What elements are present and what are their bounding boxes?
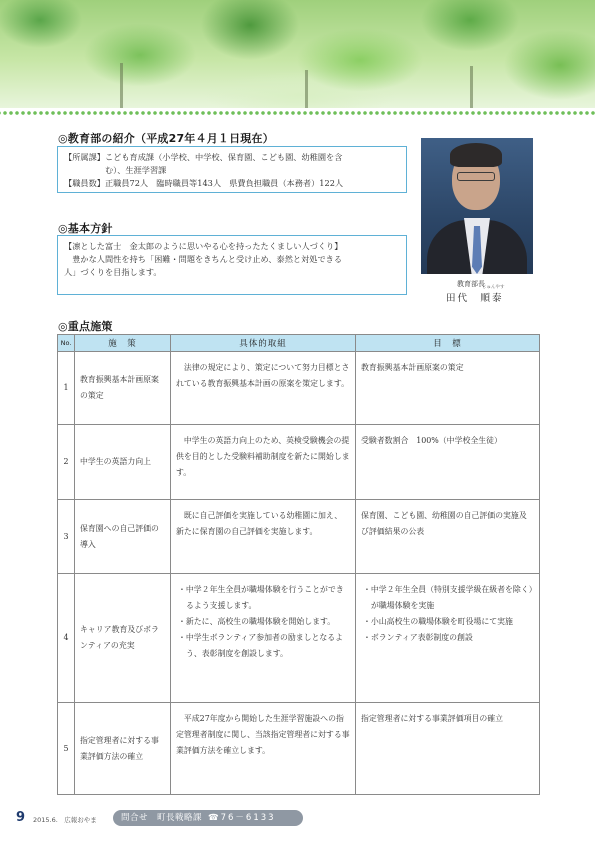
policy-line: 豊かな人間性を持ち「困難・問題をきちんと受け止め、泰然と対処できる [64, 254, 343, 264]
table-row [58, 425, 540, 500]
tree-trunk [120, 63, 123, 108]
action-bullet: ・中学２年生全員が職場体験を行うことができるよう支援します。 [178, 585, 344, 610]
contact-label: 問合せ 町長戦略課 [121, 813, 203, 823]
row-policy: 保育園への自己評価の導入 [75, 500, 171, 574]
row-no: 5 [58, 703, 75, 795]
table-header-row [58, 335, 540, 352]
intro-line: む）、生涯学習課 [64, 165, 167, 175]
measures-table [57, 334, 540, 795]
row-no: 2 [58, 425, 75, 500]
intro-title: ◎教育部の紹介（平成27年４月１日現在） [58, 132, 274, 145]
header-no: No. [58, 335, 75, 352]
page-number: 9 [16, 810, 26, 825]
row-action: 平成27年度から開始した生涯学習施設への指定管理者制度に関し、当該指定管理者に対する事業評価方法を確立します。 [171, 703, 356, 795]
policy-line: 人」づくりを目指します。 [64, 267, 162, 277]
director-role: 教育部長 [457, 280, 485, 288]
target-bullet: ・小山高校生の職場体験を町役場にて実施 [363, 617, 513, 626]
director-name-ruby: じゅんやす [482, 285, 505, 290]
table-row [58, 500, 540, 574]
header-policy: 施 策 [75, 335, 171, 352]
tree-trunk [305, 70, 308, 108]
issue-label: 2015.6. 広報おやま [33, 816, 97, 824]
row-no: 3 [58, 500, 75, 574]
row-policy: 指定管理者に対する事業評価方法の確立 [75, 703, 171, 795]
table-row [58, 703, 540, 795]
row-action [171, 574, 356, 703]
row-target: 教育振興基本計画原案の策定 [356, 352, 540, 425]
contact-phone: ☎76－6133 [208, 813, 276, 823]
row-action: 中学生の英語力向上のため、英検受験機会の提供を目的とした受験料補助制度を新たに開始します。 [171, 425, 356, 500]
row-target: 受験者数割合 100%（中学校全生徒） [356, 425, 540, 500]
table-row [58, 352, 540, 425]
target-bullet: ・ボランティア表彰制度の創設 [363, 633, 473, 642]
row-policy: 教育振興基本計画原案の策定 [75, 352, 171, 425]
director-photo [421, 138, 533, 274]
target-bullet: ・中学２年生全員（特別支援学級在級者を除く）が職場体験を実施 [363, 585, 533, 610]
intro-line: 【職員数】正職員72人 臨時職員等143人 県費負担職員（本務者）122人 [64, 178, 344, 188]
row-target [356, 574, 540, 703]
policy-line: 【凛とした富士 金太郎のように思いやる心を持ったたくましい人づくり】 [64, 241, 343, 251]
director-name: 田代 順泰 [446, 293, 504, 304]
dotted-divider [0, 108, 595, 118]
table-row [58, 574, 540, 703]
row-policy: 中学生の英語力向上 [75, 425, 171, 500]
header-targets: 目 標 [356, 335, 540, 352]
intro-line: 【所属課】こども育成課（小学校、中学校、保育園、こども園、幼稚園を含 [64, 152, 343, 162]
header-actions: 具体的取組 [171, 335, 356, 352]
policy-title: ◎基本方針 [58, 222, 113, 235]
page-footer [0, 808, 595, 828]
action-bullet: ・中学生ボランティア参加者の励ましとなるよう、表彰制度を創設します。 [178, 633, 344, 658]
action-bullet: ・新たに、高校生の職場体験を開始します。 [178, 617, 336, 626]
contact-pill [113, 810, 303, 826]
row-action: 法律の規定により、策定について努力目標とされている教育振興基本計画の原案を策定します。 [171, 352, 356, 425]
row-action: 既に自己評価を実施している幼稚園に加え、新たに保育園の自己評価を実施します。 [171, 500, 356, 574]
row-no: 4 [58, 574, 75, 703]
intro-box [57, 146, 407, 193]
row-policy: キャリア教育及びボランティアの充実 [75, 574, 171, 703]
tree-trunk [470, 66, 473, 108]
row-no: 1 [58, 352, 75, 425]
policy-box [57, 235, 407, 295]
row-target: 保育園、こども園、幼稚園の自己評価の実施及び評価結果の公表 [356, 500, 540, 574]
measures-title: ◎重点施策 [58, 320, 113, 333]
row-target: 指定管理者に対する事業評価項目の確立 [356, 703, 540, 795]
header-tree-photo [0, 0, 595, 108]
